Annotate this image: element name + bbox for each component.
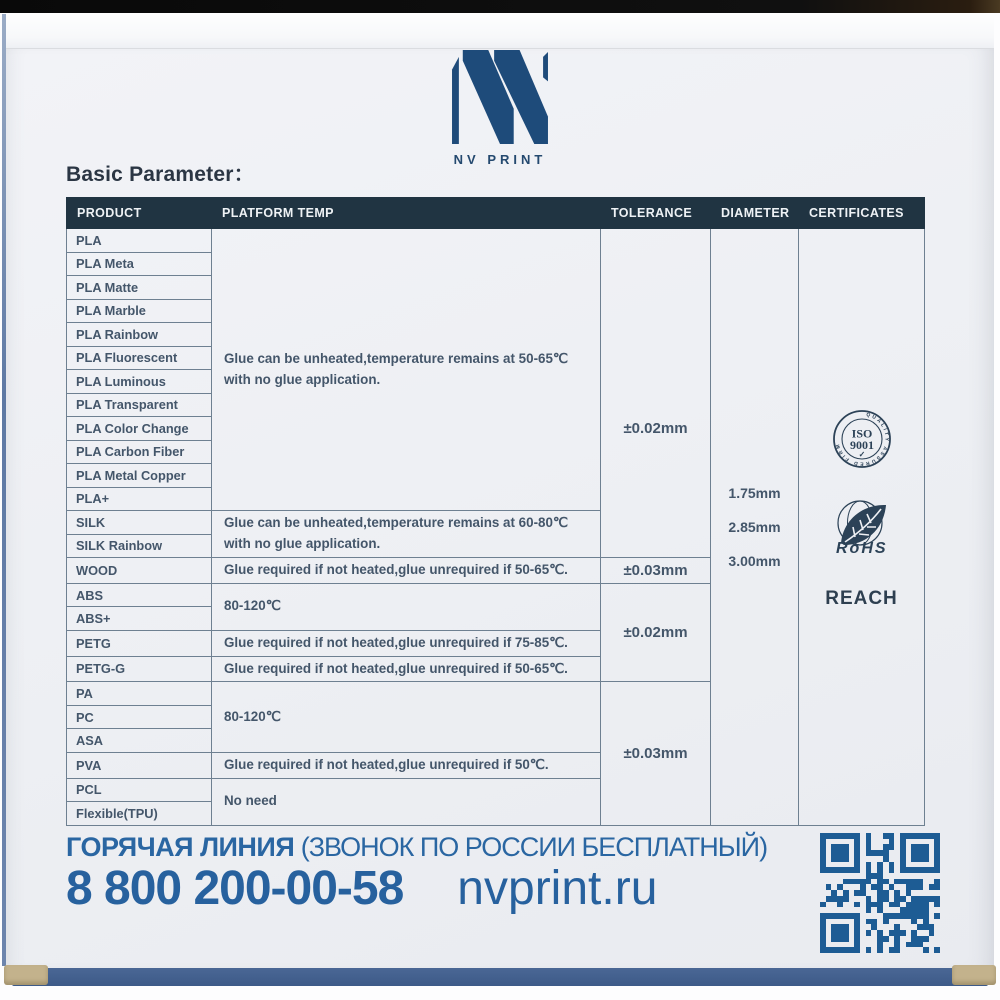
- product-cell: PLA Color Change: [67, 417, 212, 441]
- hotline-text: [66, 832, 767, 863]
- tolerance-cell: ±0.02mm: [601, 229, 711, 558]
- box-bottom-blue-strip: [12, 968, 988, 986]
- product-cell: PC: [67, 705, 212, 729]
- hotline-title: ГОРЯЧАЯ ЛИНИЯ: [66, 832, 295, 862]
- platform-temp-cell: 80-120℃: [212, 682, 601, 753]
- platform-temp-cell: 80-120℃: [212, 583, 601, 630]
- product-cell: PLA: [67, 229, 212, 253]
- rohs-leaf-icon: [829, 496, 895, 558]
- tolerance-cell: ±0.03mm: [601, 682, 711, 825]
- table-row: [67, 229, 925, 253]
- brand-logo: [438, 50, 562, 167]
- product-cell: PVA: [67, 752, 212, 778]
- certificates-cell: [799, 229, 925, 826]
- product-cell: ABS: [67, 583, 212, 607]
- product-cell: ASA: [67, 729, 212, 753]
- nv-logo-icon: [449, 50, 551, 144]
- svg-text:RoHS: RoHS: [835, 539, 888, 557]
- page-title: Basic Parameter：: [66, 163, 255, 186]
- product-cell: PLA Metal Copper: [67, 464, 212, 488]
- product-cell: PLA+: [67, 487, 212, 511]
- diameter-cell: [711, 229, 799, 826]
- reach-label: REACH: [825, 587, 898, 609]
- platform-temp-cell: Glue can be unheated,temperature remains at 50-65℃ with no glue application.: [212, 229, 601, 511]
- box-kraft-corner-right: [952, 965, 996, 985]
- product-cell: PLA Marble: [67, 299, 212, 323]
- brand-logo-label: NV PRINT: [453, 152, 547, 167]
- product-cell: PLA Carbon Fiber: [67, 440, 212, 464]
- product-cell: SILK: [67, 511, 212, 535]
- product-cell: WOOD: [67, 558, 212, 584]
- box-top-black-strip: [0, 0, 1000, 13]
- product-cell: PLA Transparent: [67, 393, 212, 417]
- product-cell: SILK Rainbow: [67, 534, 212, 558]
- platform-temp-cell: Glue can be unheated,temperature remains at 60-80℃ with no glue application.: [212, 511, 601, 558]
- product-cell: PETG: [67, 630, 212, 656]
- product-cell: Flexible(TPU): [67, 802, 212, 826]
- col-header-platform-temp: PLATFORM TEMP: [212, 198, 601, 229]
- col-header-certificates: CERTIFICATES: [799, 198, 925, 229]
- product-cell: PLA Matte: [67, 276, 212, 300]
- svg-text:✓: ✓: [858, 449, 865, 459]
- table-header-row: [67, 198, 925, 229]
- website-url: nvprint.ru: [457, 862, 658, 915]
- box-lid-edge: [6, 13, 994, 49]
- tolerance-cell: ±0.02mm: [601, 583, 711, 682]
- product-cell: ABS+: [67, 607, 212, 631]
- col-header-diameter: DIAMETER: [711, 198, 799, 229]
- col-header-product: PRODUCT: [67, 198, 212, 229]
- platform-temp-cell: Glue required if not heated,glue unrequired if 75-85℃.: [212, 630, 601, 656]
- contact-row: [66, 861, 816, 916]
- box-kraft-corner-left: [4, 965, 48, 985]
- svg-text:9001: 9001: [849, 437, 874, 452]
- phone-number: 8 800 200-00-58: [66, 862, 404, 915]
- product-cell: PETG-G: [67, 656, 212, 682]
- svg-text:ISO: ISO: [851, 426, 872, 441]
- diameter-value: 1.75mm: [728, 484, 781, 501]
- hotline-subtitle: (ЗВОНОК ПО РОССИИ БЕСПЛАТНЫЙ): [294, 832, 768, 862]
- product-cell: PLA Rainbow: [67, 323, 212, 347]
- box-left-edge: [2, 14, 6, 966]
- product-cell: PLA Luminous: [67, 370, 212, 394]
- basic-parameter-table: [66, 197, 925, 826]
- product-cell: PCL: [67, 778, 212, 802]
- platform-temp-cell: Glue required if not heated,glue unrequired if 50-65℃.: [212, 656, 601, 682]
- product-cell: PLA Meta: [67, 252, 212, 276]
- tolerance-cell: ±0.03mm: [601, 558, 711, 584]
- product-cell: PLA Fluorescent: [67, 346, 212, 370]
- iso-9001-badge-icon: [831, 408, 893, 470]
- platform-temp-cell: Glue required if not heated,glue unrequired if 50-65℃.: [212, 558, 601, 584]
- platform-temp-cell: Glue required if not heated,glue unrequired if 50℃.: [212, 752, 601, 778]
- platform-temp-cell: No need: [212, 778, 601, 825]
- svg-text:QUALITY ASSURED FIRM: QUALITY ASSURED FIRM: [834, 411, 890, 467]
- product-cell: PA: [67, 682, 212, 706]
- col-header-tolerance: TOLERANCE: [601, 198, 711, 229]
- qr-code: [820, 833, 940, 953]
- diameter-value: 2.85mm: [728, 518, 781, 535]
- diameter-value: 3.00mm: [728, 552, 781, 569]
